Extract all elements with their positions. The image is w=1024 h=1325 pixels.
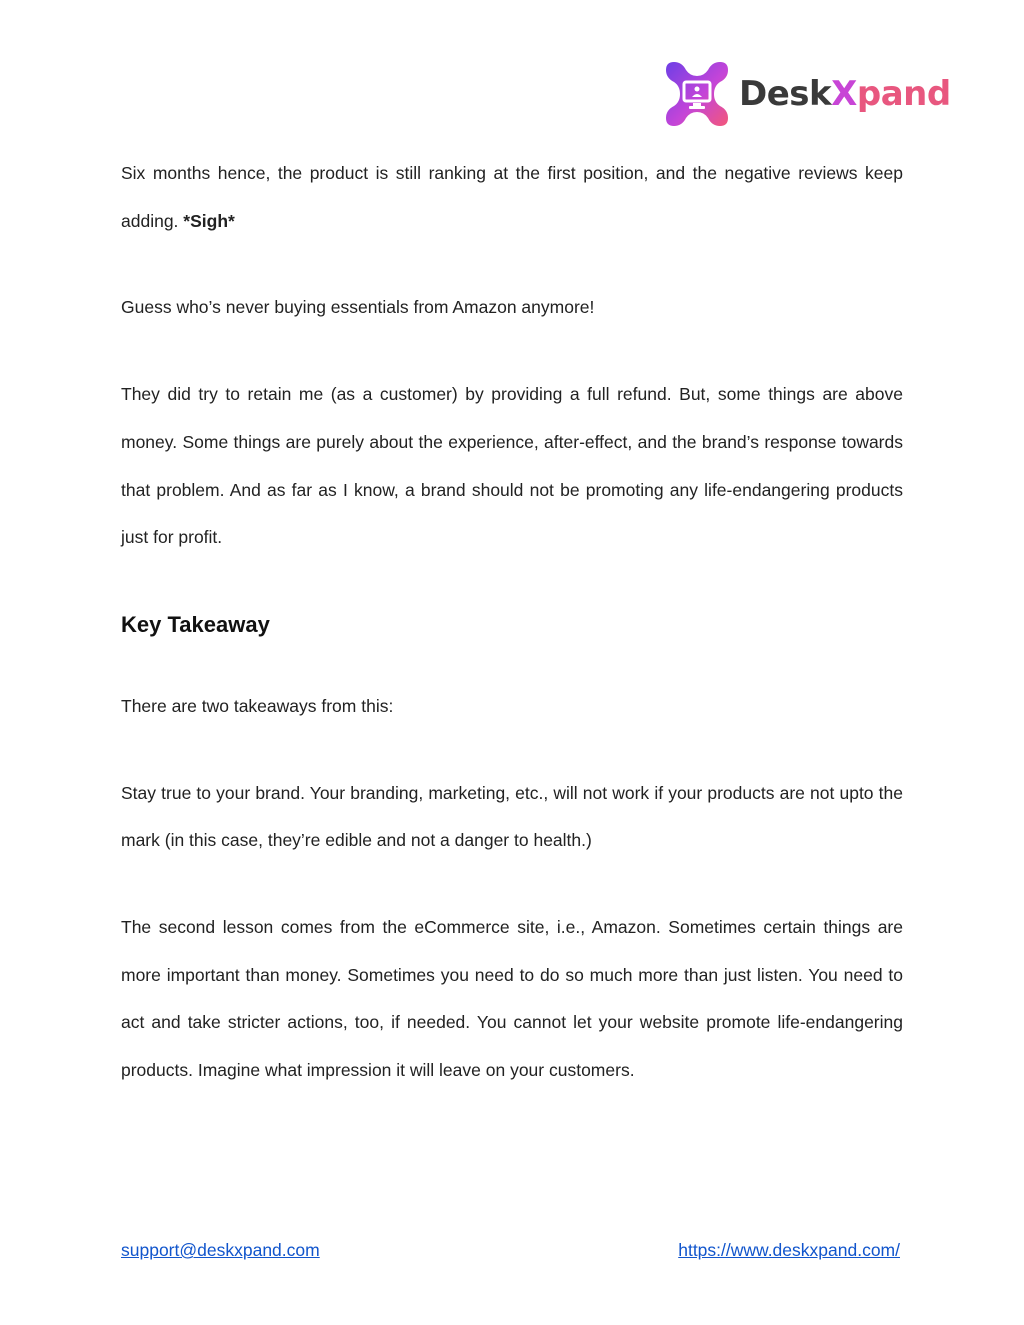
website-link[interactable]: https://www.deskxpand.com/ [678,1240,900,1260]
logo-text-x: X [831,74,857,114]
paragraph-refund: They did try to retain me (as a customer) by providing a full refund. But, some things are above money. Some things are purely about the experience, after-effect, and the brand’s response towards that problem. And as far as I know, a brand should not be promoting any life-endangering products just for profit. [121,384,903,548]
logo-text-desk: Desk [739,74,832,114]
deskxpand-logo [664,60,951,130]
support-email-link[interactable]: support@deskxpand.com [121,1240,320,1260]
heading-key-takeaway: Key Takeaway [121,611,270,637]
paragraph-six-months-text: Six months hence, the product is still ranking at the first position, and the negative reviews keep adding. [121,163,903,231]
article-body [121,150,903,1095]
paragraph-guess-who: Guess who’s never buying essentials from Amazon anymore! [121,297,595,318]
paragraph-second-lesson: The second lesson comes from the eCommerce site, i.e., Amazon. Sometimes certain things are more important than money. Sometimes you need to do so much more than just listen. You need to act and take stricter actions, too, if needed. You cannot let your website promote life-endangering products. Imagine what impression it will leave on your customers. [121,917,903,1081]
paragraph-six-months [121,150,903,245]
monitor-x-icon [664,60,730,128]
paragraph-stay-true: Stay true to your brand. Your branding, marketing, etc., will not work if your products are not upto the mark (in this case, they’re edible and not a danger to health.) [121,782,903,851]
logo-text-pand: pand [856,74,951,114]
logo-wordmark [739,72,951,116]
sigh-emphasis: *Sigh* [183,210,235,231]
paragraph-two-takeaways: There are two takeaways from this: [121,695,394,716]
